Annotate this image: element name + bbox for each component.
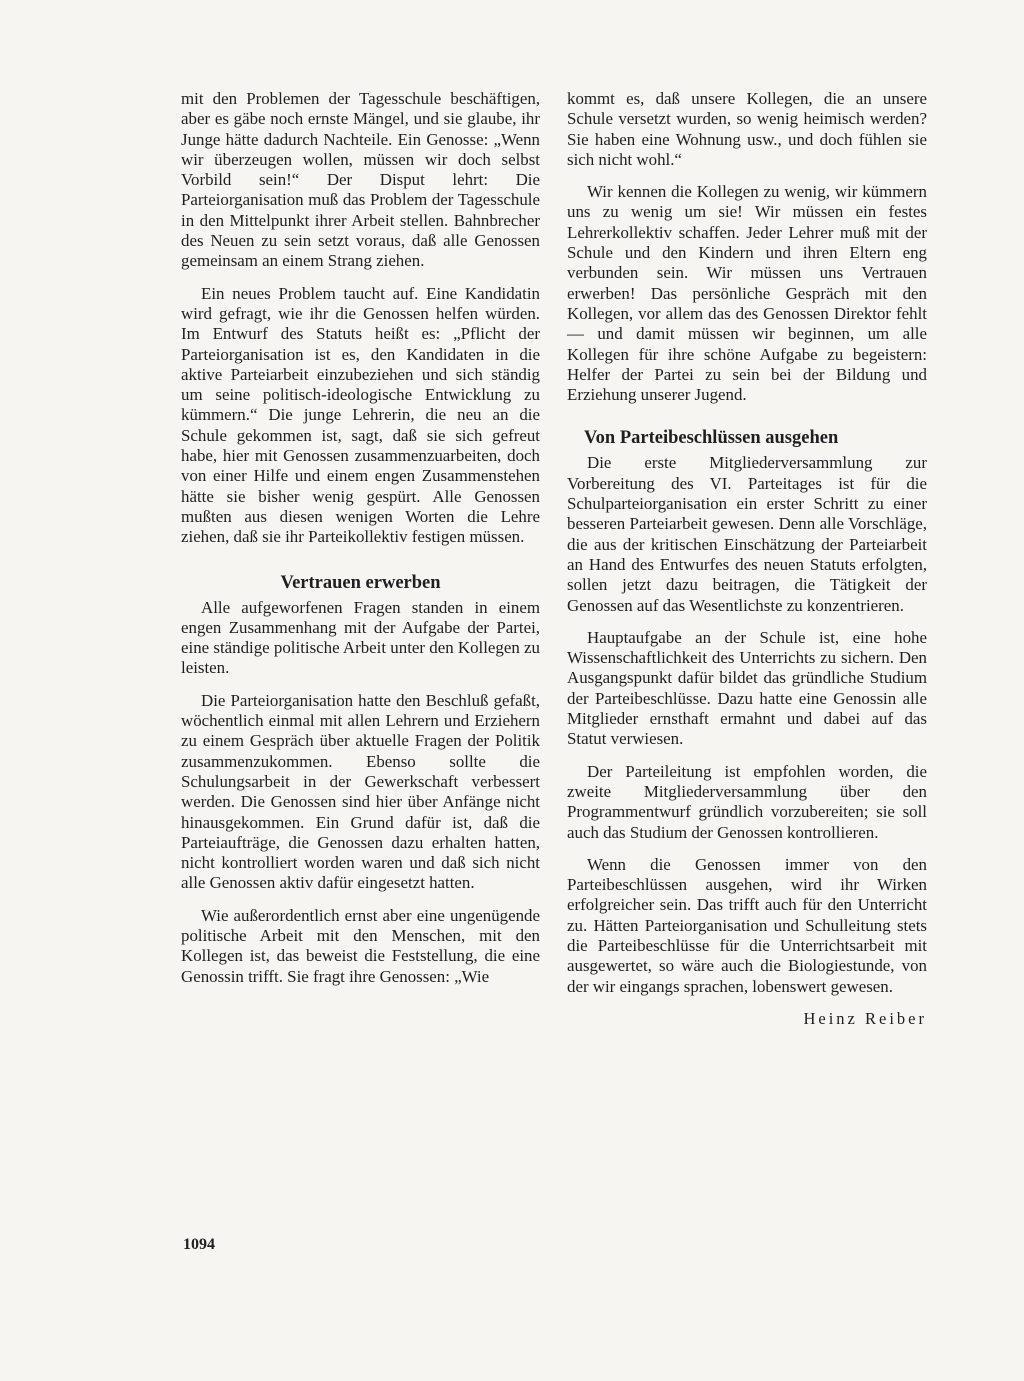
paragraph: Wie außerordentlich ernst aber eine ungenügende politische Arbeit mit den Menschen, mit den Kollegen ist, das beweist die Feststellung, die eine Genossin trifft. Sie fragt ihre Genossen: „Wie [181, 905, 540, 986]
paragraph: Ein neues Problem taucht auf. Eine Kandidatin wird gefragt, wie ihr die Genossen helfen würden. Im Entwurf des Statuts heißt es: „Pflicht der Parteiorganisation ist es, den Kandidaten in die aktive Parteiarbeit einzubeziehen und sich ständig um seine politisch-ideologische Entwicklung zu kümmern.“ Die junge Lehrerin, die neu an die Schule gekommen ist, sagt, daß sie sich gefreut habe, hier mit Genossen zusammenzuarbeiten, doch von einer Hilfe und einem engen Zusammenstehen hätte sie bisher wenig gespürt. Alle Genossen mußten aus diesen wenigen Worten die Lehre ziehen, daß sie ihr Parteikollektiv festigen müssen. [181, 283, 540, 547]
paragraph: Alle aufgeworfenen Fragen standen in einem engen Zusammenhang mit der Aufgabe der Partei, eine ständige politische Arbeit unter den Kollegen zu leisten. [181, 597, 540, 678]
right-column [567, 89, 927, 1029]
page-number: 1094 [183, 1236, 215, 1253]
section-heading: Von Parteibeschlüssen ausgehen [584, 428, 839, 449]
paragraph: mit den Problemen der Tagesschule beschäftigen, aber es gäbe noch ernste Mängel, und sie glaube, ihr Junge hätte dadurch Nachteile. Ein Genosse: „Wenn wir überzeugen wollen, müssen wir doch selbst Vorbild sein!“ Der Disput lehrt: Die Parteiorganisation muß das Problem der Tagesschule in den Mittelpunkt ihrer Arbeit stellen. Bahnbrecher des Neuen zu sein setzt voraus, daß alle Genossen gemeinsam an einem Strang ziehen. [181, 89, 540, 271]
paragraph: Die erste Mitgliederversammlung zur Vorbereitung des VI. Parteitages ist für die Schulparteiorganisation ein erster Schritt zu einer besseren Parteiarbeit gewesen. Denn alle Vorschläge, die aus der kritischen Einschätzung der Parteiarbeit an Hand des Entwurfes des neuen Statuts erfolgten, sollen jetzt dazu beitragen, die Tätigkeit der Genossen auf das Wesentlichste zu konzentrieren. [567, 453, 927, 615]
paragraph: Wenn die Genossen immer von den Parteibeschlüssen ausgehen, wird ihr Wirken erfolgreicher sein. Das trifft auch für den Unterricht zu. Hätten Parteiorganisation und Schulleitung stets die Parteibeschlüsse für die Unterrichtsarbeit mit ausgewertet, so wäre auch die Biologiestunde, von der wir eingangs sprachen, lobenswert gewesen. [567, 854, 927, 996]
paragraph: Hauptaufgabe an der Schule ist, eine hohe Wissenschaftlichkeit des Unterrichts zu sichern. Den Ausgangspunkt dafür bildet das gründliche Studium der Parteibeschlüsse. Dazu hatte eine Genossin alle Mitglieder ernsthaft ermahnt und dabei auf das Statut verwiesen. [567, 627, 927, 749]
section-heading: Vertrauen erwerben [280, 572, 441, 593]
paragraph: kommt es, daß unsere Kollegen, die an unsere Schule versetzt wurden, so wenig heimisch werden? Sie haben eine Wohnung usw., und doch fühlen sie sich nicht wohl.“ [567, 89, 927, 169]
paragraph: Der Parteileitung ist empfohlen worden, die zweite Mitgliederversammlung über den Programmentwurf gründlich vorzubereiten; sie soll auch das Studium der Genossen kontrollieren. [567, 761, 927, 842]
author-signature: Heinz Reiber [803, 1008, 927, 1028]
left-column [181, 89, 540, 999]
paragraph: Die Parteiorganisation hatte den Beschluß gefaßt, wöchentlich einmal mit allen Lehrern und Erziehern zu einem Gespräch über aktuelle Fragen der Politik zusammenzukommen. Ebenso sollte die Schulungsarbeit in der Gewerkschaft verbessert werden. Die Genossen sind hier über Anfänge nicht hinausgekommen. Ein Grund dafür ist, daß die Parteiaufträge, die Genossen dazu erhalten hatten, nicht kontrolliert worden waren und daß sich nicht alle Genossen aktiv dafür eingesetzt hatten. [181, 690, 540, 893]
paragraph: Wir kennen die Kollegen zu wenig, wir kümmern uns zu wenig um sie! Wir müssen ein festes Lehrerkollektiv schaffen. Jeder Lehrer muß mit der Schule und den Kindern und ihren Eltern eng verbunden sein. Wir müssen uns Vertrauen erwerben! Das persönliche Gespräch mit den Kollegen, vor allem das des Genossen Direktor fehlt — und damit müssen wir beginnen, um alle Kollegen für ihre schöne Aufgabe zu begeistern: Helfer der Partei zu sein bei der Bildung und Erziehung unserer Jugend. [567, 182, 927, 405]
